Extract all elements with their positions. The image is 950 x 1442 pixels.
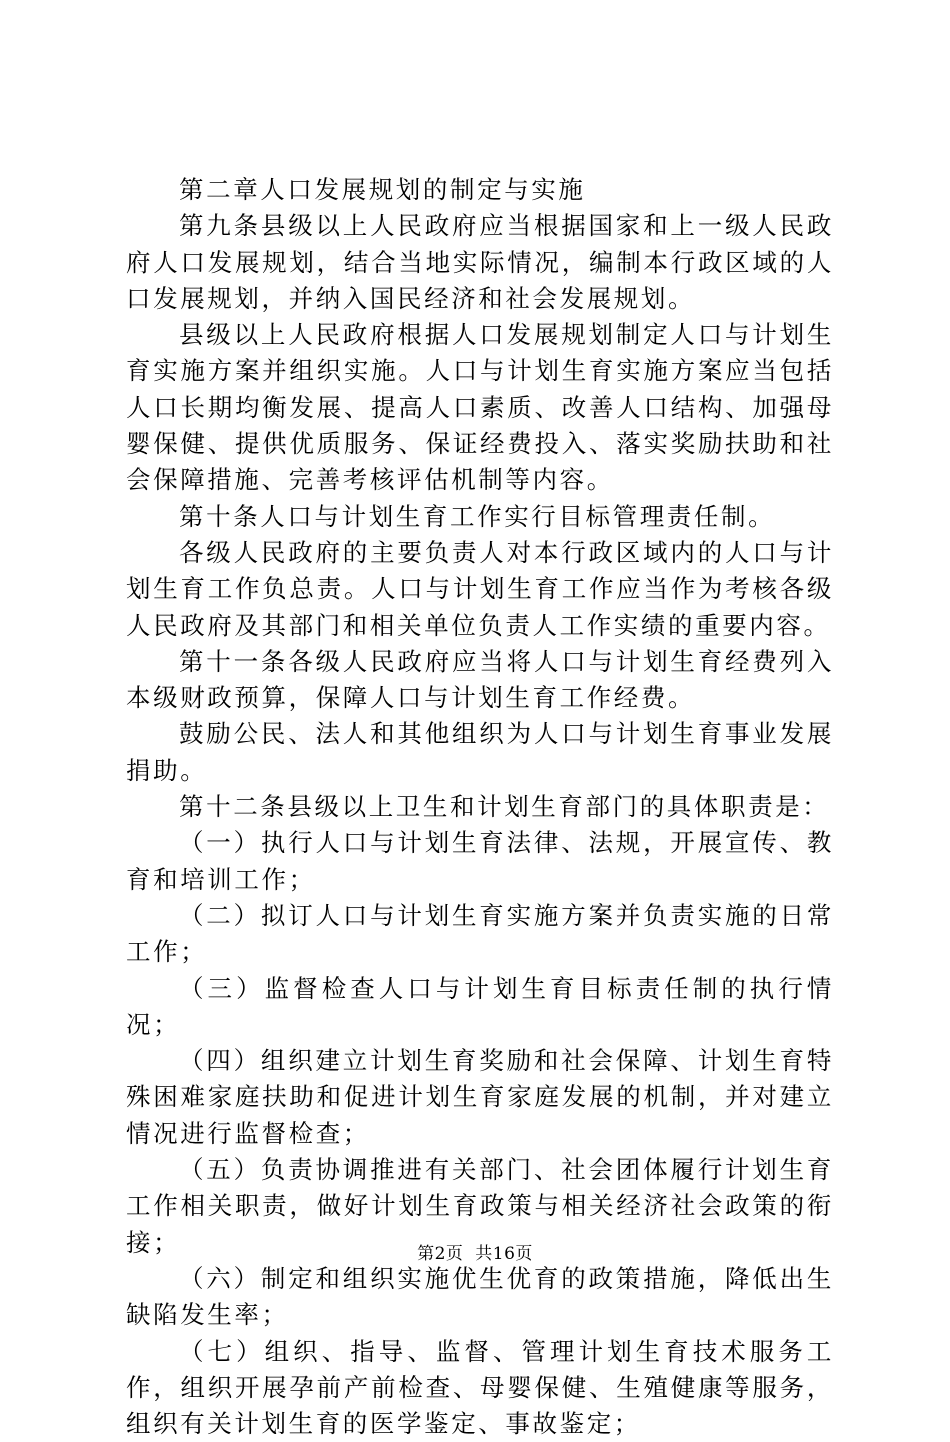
page-total: 共16页	[475, 1244, 533, 1264]
paragraph: 县级以上人民政府根据人口发展规划制定人口与计划生育实施方案并组织实施。人口与计划生育实施方案应当包括人口长期均衡发展、提高人口素质、改善人口结构、加强母婴保健、提供优质服务、保证经费投入、落实奖励扶助和社会保障措施、完善考核评估机制等内容。	[126, 317, 834, 498]
page-footer	[0, 1243, 950, 1265]
list-item: （三）监督检查人口与计划生育目标责任制的执行情况；	[126, 971, 834, 1044]
paragraph: 第十条人口与计划生育工作实行目标管理责任制。	[126, 499, 834, 535]
list-item: （二）拟订人口与计划生育实施方案并负责实施的日常工作；	[126, 898, 834, 971]
list-item: （四）组织建立计划生育奖励和社会保障、计划生育特殊困难家庭扶助和促进计划生育家庭发展的机制，并对建立情况进行监督检查；	[126, 1043, 834, 1152]
list-item: （六）制定和组织实施优生优育的政策措施，降低出生缺陷发生率；	[126, 1261, 834, 1334]
list-item: （一）执行人口与计划生育法律、法规，开展宣传、教育和培训工作；	[126, 825, 834, 898]
paragraph: 第十一条各级人民政府应当将人口与计划生育经费列入本级财政预算，保障人口与计划生育工作经费。	[126, 644, 834, 717]
paragraph: 第十二条县级以上卫生和计划生育部门的具体职责是：	[126, 789, 834, 825]
list-item: （七）组织、指导、监督、管理计划生育技术服务工作，组织开展孕前产前检查、母婴保健、生殖健康等服务，组织有关计划生育的医学鉴定、事故鉴定；	[126, 1334, 834, 1442]
list-item: （五）负责协调推进有关部门、社会团体履行计划生育工作相关职责，做好计划生育政策与相关经济社会政策的衔接；	[126, 1152, 834, 1261]
page-number: 第2页	[417, 1244, 463, 1264]
footer-separator	[463, 1244, 475, 1264]
paragraph: 鼓励公民、法人和其他组织为人口与计划生育事业发展捐助。	[126, 716, 834, 789]
paragraph: 各级人民政府的主要负责人对本行政区域内的人口与计划生育工作负总责。人口与计划生育工作应当作为考核各级人民政府及其部门和相关单位负责人工作实绩的重要内容。	[126, 535, 834, 644]
chapter-heading: 第二章人口发展规划的制定与实施	[126, 172, 834, 208]
paragraph: 第九条县级以上人民政府应当根据国家和上一级人民政府人口发展规划，结合当地实际情况，编制本行政区域的人口发展规划，并纳入国民经济和社会发展规划。	[126, 208, 834, 317]
